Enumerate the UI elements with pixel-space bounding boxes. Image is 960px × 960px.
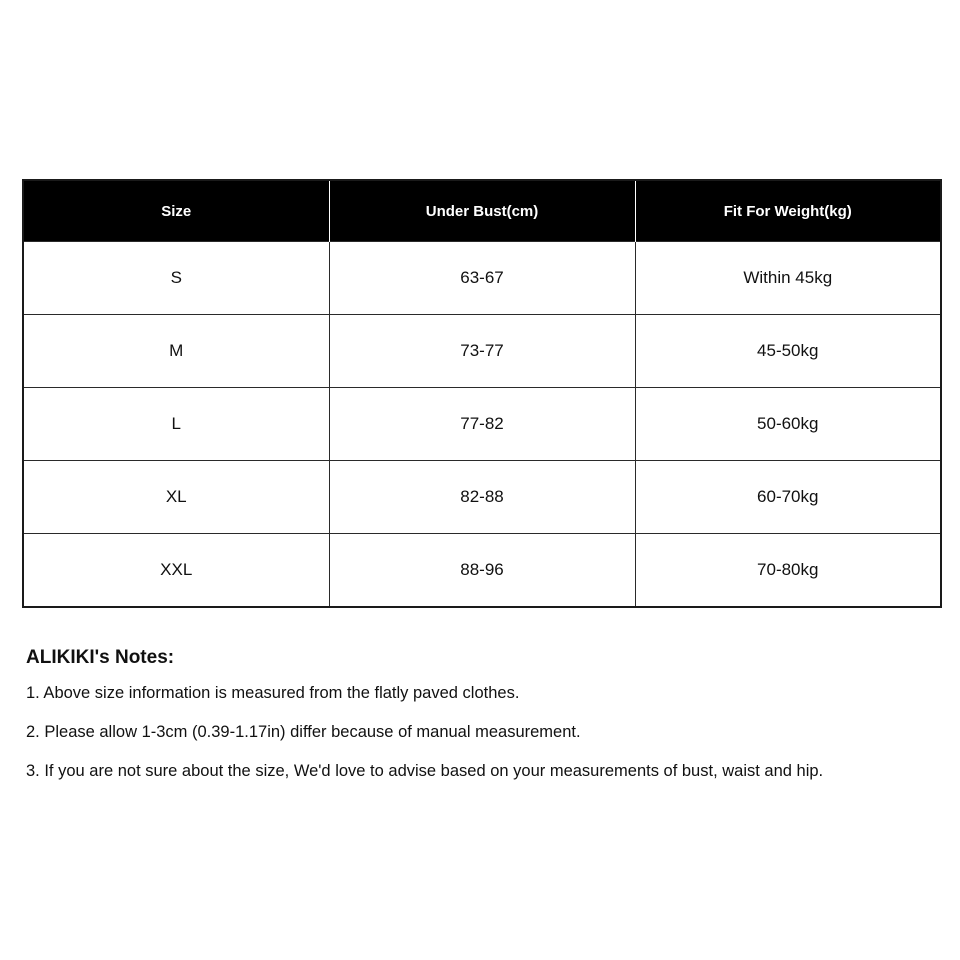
table-body [23,242,941,608]
header-size: Size [23,180,329,242]
header-fit-weight: Fit For Weight(kg) [635,180,941,242]
cell-fit-weight: 70-80kg [635,534,941,608]
cell-under-bust: 77-82 [329,388,635,461]
header-under-bust: Under Bust(cm) [329,180,635,242]
cell-size: L [23,388,329,461]
cell-fit-weight: Within 45kg [635,242,941,315]
cell-under-bust: 73-77 [329,315,635,388]
cell-under-bust: 88-96 [329,534,635,608]
table-row [23,388,941,461]
cell-under-bust: 63-67 [329,242,635,315]
note-item: 1. Above size information is measured from the flatly paved clothes. [26,684,520,702]
table-header [23,180,941,242]
cell-size: S [23,242,329,315]
cell-fit-weight: 50-60kg [635,388,941,461]
note-item: 3. If you are not sure about the size, We'd love to advise based on your measurements of bust, waist and hip. [26,762,824,780]
table-row [23,461,941,534]
cell-fit-weight: 60-70kg [635,461,941,534]
size-chart-table [22,179,942,608]
cell-under-bust: 82-88 [329,461,635,534]
notes-section [26,646,936,799]
table-row [23,534,941,608]
notes-title: ALIKIKI's Notes: [26,647,175,668]
table-row [23,242,941,315]
cell-size: M [23,315,329,388]
header-row [23,180,941,242]
cell-size: XL [23,461,329,534]
table-row [23,315,941,388]
cell-fit-weight: 45-50kg [635,315,941,388]
note-item: 2. Please allow 1-3cm (0.39-1.17in) differ because of manual measurement. [26,723,581,741]
cell-size: XXL [23,534,329,608]
